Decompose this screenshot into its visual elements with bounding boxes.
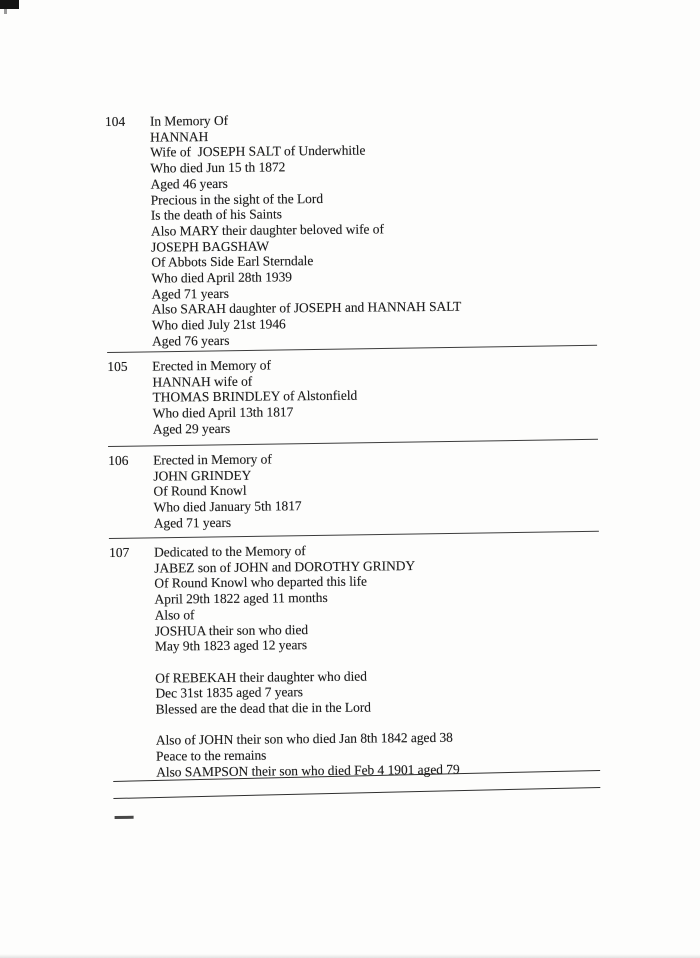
inscription-line: Who died January 5th 1817 <box>153 498 302 515</box>
inscription-line: Who died July 21st 1946 <box>151 316 286 333</box>
inscription-line: Aged 76 years <box>151 332 230 349</box>
inscription-line: HANNAH <box>149 128 209 145</box>
inscription-line: Precious in the sight of the Lord <box>150 190 324 208</box>
inscription-line: Who died April 13th 1817 <box>152 404 294 421</box>
inscription-line: Of Round Knowl <box>153 483 247 500</box>
inscription-line: Aged 71 years <box>151 285 229 302</box>
entry-inscription <box>153 451 302 531</box>
inscription-line: Dec 31st 1835 aged 7 years <box>155 684 304 701</box>
inscription-line: Blessed are the dead that die in the Lord <box>155 699 371 717</box>
inscription-line: Of Abbots Side Earl Sterndale <box>151 253 314 270</box>
inscription-line: April 29th 1822 aged 11 months <box>154 590 328 607</box>
entry-number: 105 <box>107 358 128 375</box>
inscription-line: May 9th 1823 aged 12 years <box>154 637 308 654</box>
section-divider <box>108 439 598 447</box>
inscription-line: Aged 71 years <box>153 514 232 531</box>
inscription-line: Aged 29 years <box>152 420 231 437</box>
inscription-line: Also MARY their daughter beloved wife of <box>150 221 384 239</box>
entry-inscription <box>154 542 460 780</box>
inscription-line: Erected in Memory of <box>153 451 272 468</box>
entry-number: 106 <box>108 452 129 469</box>
entry-number: 107 <box>108 544 130 561</box>
entry-inscription <box>150 111 462 350</box>
inscription-line: THOMAS BRINDLEY of Alstonfield <box>152 388 358 406</box>
inscription-line: Also SARAH daughter of JOSEPH and HANNAH SALT <box>151 299 462 318</box>
inscription-line: Of Round Knowl who departed this life <box>154 573 368 592</box>
inscription-line: JOSEPH BAGSHAW <box>151 238 270 255</box>
section-divider <box>109 531 599 539</box>
bottom-dash-mark <box>115 816 134 819</box>
inscription-line: Dedicated to the Memory of <box>153 543 306 560</box>
inscription-line: In Memory Of <box>149 112 229 129</box>
memorial-entry-105 <box>107 357 357 438</box>
inscription-line: HANNAH wife of <box>152 373 253 390</box>
inscription-line: Who died Jun 15 th 1872 <box>150 159 286 176</box>
bottom-rule-lower <box>113 787 600 799</box>
memorial-entry-104 <box>105 111 462 350</box>
entry-number: 104 <box>104 113 126 130</box>
inscription-line: JOHN GRINDEY <box>153 467 252 484</box>
inscription-line: JOSHUA their son who died <box>154 621 309 639</box>
inscription-line: JABEZ son of JOHN and DOROTHY GRINDY <box>154 557 416 576</box>
inscription-line: Also SAMPSON their son who died Feb 4 1901 aged 79 <box>156 761 460 780</box>
inscription-line: Of REBEKAH their daughter who died <box>155 668 367 686</box>
inscription-line: Also of JOHN their son who died Jan 8th 1842 aged 38 <box>155 730 453 748</box>
inscription-line: Is the death of his Saints <box>150 206 282 223</box>
inscription-line: Wife of JOSEPH SALT of Underwhitle <box>150 142 366 161</box>
memorial-entry-106 <box>108 451 302 531</box>
inscription-line: Aged 46 years <box>150 175 228 192</box>
inscription-line: Erected in Memory of <box>152 357 271 374</box>
entry-inscription <box>152 357 357 437</box>
memorial-entry-107 <box>109 542 460 781</box>
inscription-line: Also of <box>154 607 195 623</box>
inscription-line: Peace to the remains <box>155 747 267 764</box>
inscription-line: Who died April 28th 1939 <box>151 269 293 286</box>
